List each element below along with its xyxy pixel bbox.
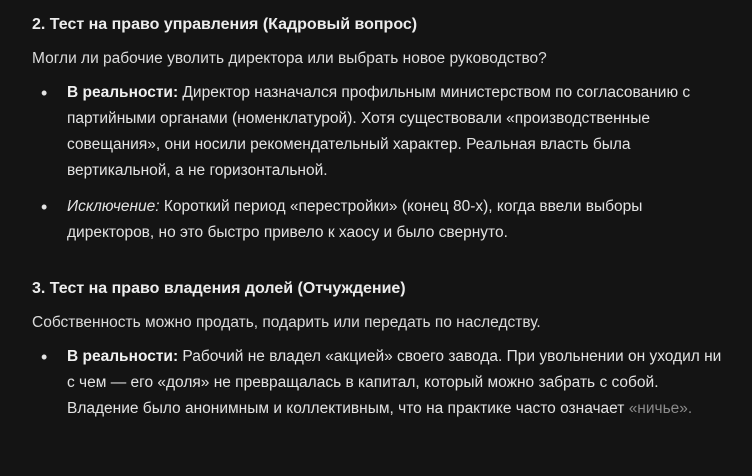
bullet-icon: • bbox=[41, 197, 48, 217]
list-item bbox=[32, 80, 728, 184]
bullet-text: Директор назначался профильным министерством по согласованию с партийными органами (номенклатурой). Хотя существовали «производственные совещания», они носили рекомендательный характер. Реальная власть была вертикальной, а не горизонтальной. bbox=[67, 84, 691, 179]
bullet-icon: • bbox=[41, 347, 48, 367]
list-item bbox=[32, 194, 728, 246]
bullet-list-management-test bbox=[32, 80, 728, 246]
list-item bbox=[32, 344, 728, 422]
bullet-text: Короткий период «перестройки» (конец 80-х), когда ввели выборы директоров, но это быстро привело к хаосу и было свернуто. bbox=[67, 198, 643, 241]
section-heading-ownership-test: 3. Тест на право владения долей (Отчуждение) bbox=[32, 280, 406, 297]
bullet-icon: • bbox=[41, 83, 48, 103]
bullet-lead: В реальности: bbox=[67, 84, 179, 101]
bullet-list-ownership-test bbox=[32, 344, 728, 422]
bullet-tail-faded: «ничье». bbox=[628, 400, 693, 417]
section-spacer bbox=[32, 256, 728, 276]
section-intro-management-test: Могли ли рабочие уволить директора или выбрать новое руководство? bbox=[32, 50, 547, 67]
section-heading-management-test: 2. Тест на право управления (Кадровый вопрос) bbox=[32, 16, 418, 33]
bullet-lead: В реальности: bbox=[67, 348, 179, 365]
bullet-text: Рабочий не владел «акцией» своего завода. При увольнении он уходил ни с чем — его «доля» не превращалась в капитал, который можно забрать с собой. Владение было анонимным и коллективным, что на практике часто означает bbox=[67, 348, 722, 417]
bullet-lead: Исключение: bbox=[67, 198, 160, 215]
section-intro-ownership-test: Собственность можно продать, подарить или передать по наследству. bbox=[32, 314, 541, 331]
